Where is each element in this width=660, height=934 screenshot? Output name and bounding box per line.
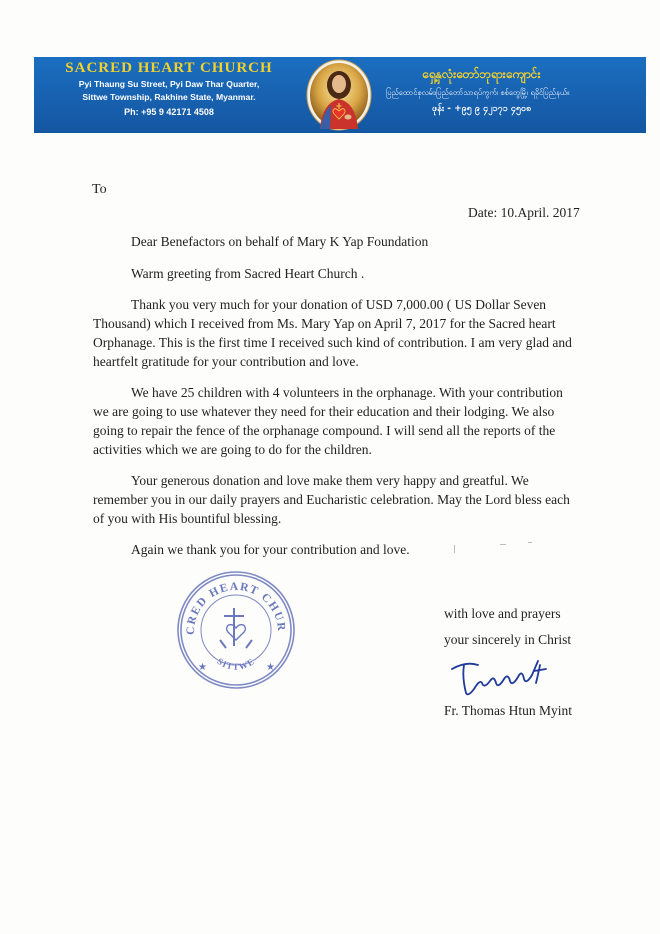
- letterhead-english: [34, 57, 304, 117]
- church-phone: Ph: +95 9 42171 4508: [124, 107, 214, 117]
- scan-speck: [528, 542, 532, 543]
- recipient-label: To: [92, 182, 107, 197]
- stamp-city: SITTWE: [215, 656, 257, 672]
- paragraph-children: We have 25 children with 4 volunteers in the orphanage. With your contribution we are going to use whatever they need for their education and their lodging. We also going to repair the fence of the orphanage compound. I will send all the reports of the activities which we are going to do for the children.: [93, 385, 563, 457]
- stamp-text: CRED HEART CHUR: [184, 580, 288, 636]
- salutation: Dear Benefactors on behalf of Mary K Yap Foundation: [131, 234, 429, 249]
- svg-text:SITTWE: [215, 656, 256, 672]
- scan-speck: [454, 545, 455, 553]
- church-name: SACRED HEART CHURCH: [65, 60, 273, 76]
- letterhead-local: [382, 57, 642, 116]
- church-address-local: ပြည်ထောင်စုလမ်း၊ပြည်တော်သာရပ်ကွက်၊ စစ်တွေမြို့၊ ရခိုင်ပြည်နယ်။: [386, 88, 570, 97]
- greeting: Warm greeting from Sacred Heart Church .: [131, 266, 365, 281]
- paragraph-prayers: Your generous donation and love make them very happy and greatful. We remember you in our daily prayers and Eucharistic celebration. May the Lord bless each of you with His bountiful blessing.: [93, 473, 570, 526]
- signer-name: Fr. Thomas Htun Myint: [444, 703, 573, 718]
- church-phone-local: ဖုန်း - +၉၅ ၉ ၄၂၁၇၁ ၄၅၀၈: [432, 104, 532, 114]
- scan-speck: [500, 544, 506, 545]
- closing-block: [444, 601, 571, 653]
- closing-line-1: with love and prayers: [444, 606, 561, 621]
- church-address-line-2: Sittwe Township, Rakhine State, Myanmar.: [82, 92, 256, 102]
- letterhead-banner: [34, 57, 646, 133]
- svg-text:★: ★: [198, 662, 207, 673]
- paragraph-thanks: Again we thank you for your contribution and love.: [131, 542, 410, 557]
- closing-line-2: your sincerely in Christ: [444, 632, 572, 647]
- handwritten-signature: [448, 655, 552, 699]
- paragraph-donation: Thank you very much for your donation of USD 7,000.00 ( US Dollar Seven Thousand) which I received from Ms. Mary Yap on April 7, 2017 for the Sacred heart Orphanage. This is the first time I received such kind of contribution. I am very glad and heartfelt gratitude for your contribution and love.: [93, 297, 572, 369]
- sacred-heart-portrait-icon: [304, 57, 374, 133]
- letter-date: Date: 10.April. 2017: [468, 205, 580, 220]
- church-address-line-1: Pyi Thaung Su Street, Pyi Daw Thar Quarter,: [78, 79, 260, 89]
- church-name-local: ရှေ့နှလုံးတော်ဘုရားကျောင်း: [422, 67, 541, 81]
- svg-text:★: ★: [266, 662, 275, 673]
- letter-body: [93, 232, 577, 571]
- church-stamp: [174, 568, 298, 692]
